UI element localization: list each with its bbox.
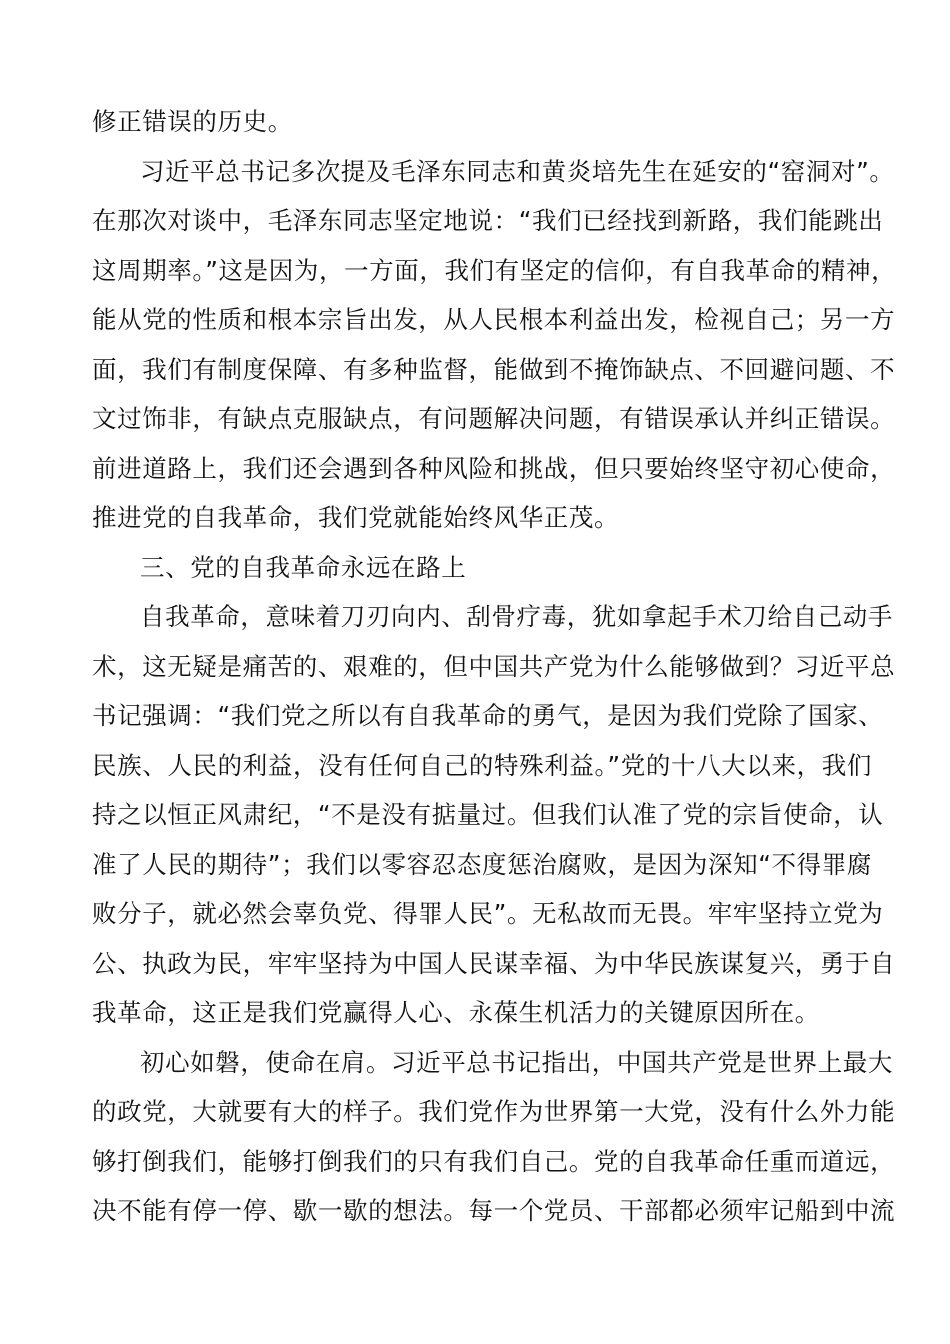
text-line: 公、执政为民，牢牢坚持为中国人民谋幸福、为中华民族谋复兴，勇于自 bbox=[92, 949, 896, 978]
text-line: 书记强调：“我们党之所以有自我革命的勇气，是因为我们党除了国家、 bbox=[92, 701, 884, 730]
text-line: 的政党，大就要有大的样子。我们党作为世界第一大党，没有什么外力能 bbox=[92, 1097, 896, 1126]
text-line: 初心如磐，使命在肩。习近平总书记指出，中国共产党是世界上最大 bbox=[140, 1048, 893, 1077]
text-line: 持之以恒正风肃纪，“不是没有掂量过。但我们认准了党的宗旨使命，认 bbox=[92, 800, 884, 829]
text-line: 术，这无疑是痛苦的、艰难的，但中国共产党为什么能够做到？习近平总 bbox=[92, 652, 896, 681]
text-line: 能从党的性质和根本宗旨出发，从人民根本利益出发，检视自己；另一方 bbox=[92, 305, 896, 334]
text-line: 我革命，这正是我们党赢得人心、永葆生机活力的关键原因所在。 bbox=[92, 998, 820, 1027]
text-line: 修正错误的历史。 bbox=[92, 107, 293, 136]
text-line: 推进党的自我革命，我们党就能始终风华正茂。 bbox=[92, 503, 620, 532]
section-heading: 三、党的自我革命永远在路上 bbox=[140, 553, 467, 582]
text-line: 决不能有停一停、歇一歇的想法。每一个党员、干部都必须牢记船到中流 bbox=[92, 1196, 896, 1225]
text-line: 民族、人民的利益，没有任何自己的特殊利益。”党的十八大以来，我们 bbox=[92, 751, 872, 780]
text-line: 准了人民的期待”；我们以零容忍态度惩治腐败，是因为深知“不得罪腐 bbox=[92, 850, 872, 879]
text-line: 面，我们有制度保障、有多种监督，能做到不掩饰缺点、不回避问题、不 bbox=[92, 355, 896, 384]
text-line: 自我革命，意味着刀刃向内、刮骨疗毒，犹如拿起手术刀给自己动手 bbox=[140, 602, 893, 631]
text-line: 败分子，就必然会辜负党、得罪人民”。无私故而无畏。牢牢坚持立党为 bbox=[92, 899, 884, 928]
text-line: 够打倒我们，能够打倒我们的只有我们自己。党的自我革命任重而道远， bbox=[92, 1147, 896, 1176]
text-line: 在那次对谈中，毛泽东同志坚定地说：“我们已经找到新路，我们能跳出 bbox=[92, 206, 884, 235]
text-line: 这周期率。”这是因为，一方面，我们有坚定的信仰，有自我革命的精神， bbox=[92, 256, 897, 285]
text-line: 前进道路上，我们还会遇到各种风险和挑战，但只要始终坚守初心使命， bbox=[92, 454, 896, 483]
text-line: 文过饰非，有缺点克服缺点，有问题解决问题，有错误承认并纠正错误。 bbox=[92, 404, 896, 433]
text-line: 习近平总书记多次提及毛泽东同志和黄炎培先生在延安的“窑洞对”。 bbox=[140, 157, 895, 186]
